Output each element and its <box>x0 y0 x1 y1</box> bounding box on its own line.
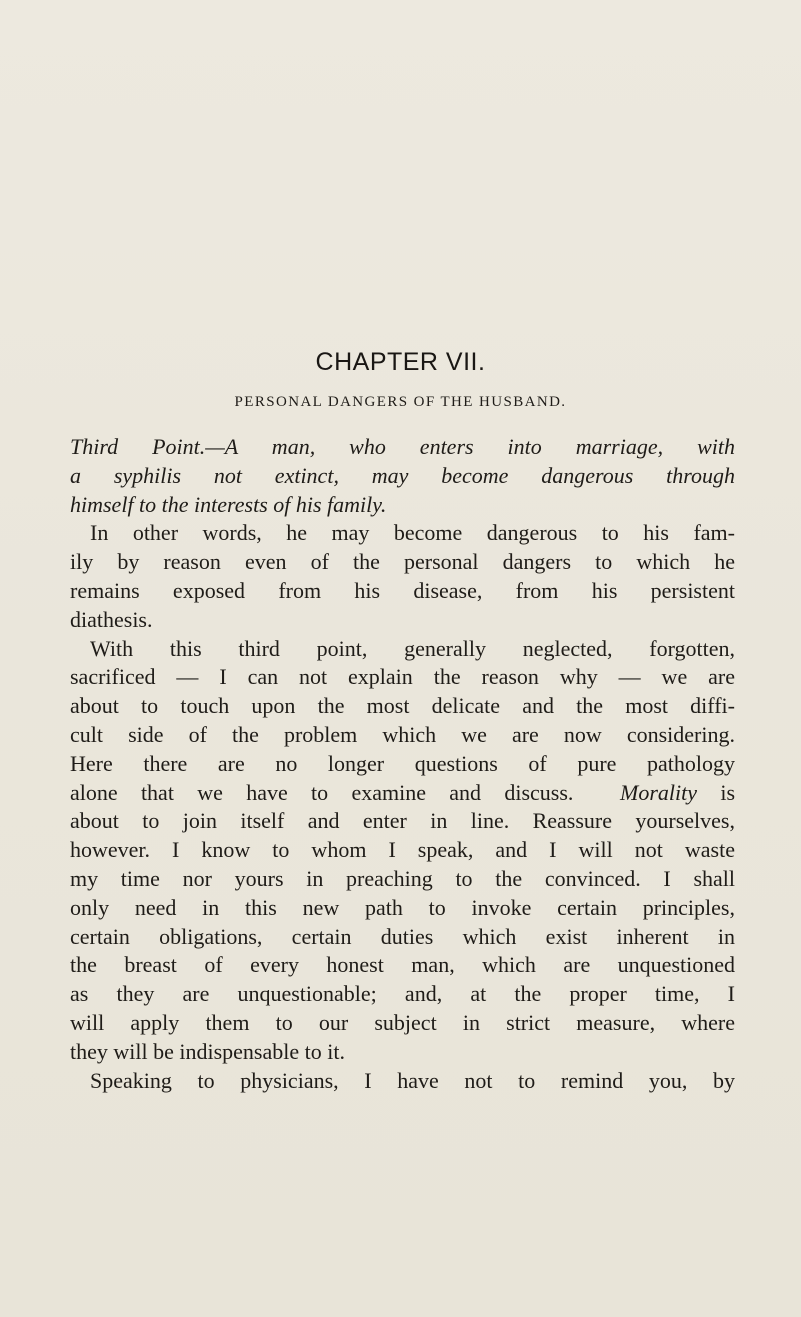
paragraph-3-line: about to join itself and enter in line. Reassure yourselves, <box>70 808 735 834</box>
paragraph-3-line: will apply them to our subject in strict measure, where <box>70 1009 735 1035</box>
paragraph-2-line: remains exposed from his disease, from his persistent <box>70 577 735 603</box>
paragraph-3-line: Here there are no longer questions of pure pathology <box>70 750 735 776</box>
paragraph-3-line: however. I know to whom I speak, and I will not waste <box>70 837 735 863</box>
paragraph-3-line: only need in this new path to invoke certain principles, <box>70 894 735 920</box>
paragraph-3-line: sacrificed — I can not explain the reason why — we are <box>70 664 735 690</box>
paragraph-3-line: With this third point, generally neglected, forgotten, <box>90 635 735 661</box>
paragraph-3-line-with-italic <box>70 779 735 808</box>
section-title: PERSONAL DANGERS OF THE HUSBAND. <box>234 394 567 410</box>
paragraph-1-line: Third Point.—A man, who enters into marriage, with <box>70 434 735 459</box>
paragraph-2-line: diathesis. <box>70 606 153 632</box>
italic-word-morality: Morality <box>620 779 698 805</box>
paragraph-2-line: ily by reason even of the personal dangers to which he <box>70 549 735 575</box>
paragraph-3-line-tail: is <box>720 779 736 805</box>
body-text <box>70 433 735 1095</box>
paragraph-3-line: the breast of every honest man, which are unquestioned <box>70 952 735 978</box>
paragraph-3-line-head: alone that we have to examine and discuss. <box>70 779 574 805</box>
paragraph-3-line: they will be indispensable to it. <box>70 1038 345 1064</box>
paragraph-3-line: my time nor yours in preaching to the convinced. I shall <box>70 865 735 891</box>
paragraph-4-line: Speaking to physicians, I have not to remind you, by <box>90 1067 735 1093</box>
paragraph-2-line: In other words, he may become dangerous to his fam- <box>90 520 735 546</box>
paragraph-1-line: himself to the interests of his family. <box>70 491 387 517</box>
chapter-title: CHAPTER VII. <box>315 348 486 376</box>
paragraph-3-line: certain obligations, certain duties which exist inherent in <box>70 923 735 949</box>
paragraph-3-line: cult side of the problem which we are now considering. <box>70 721 735 747</box>
paragraph-3-line: about to touch upon the most delicate and the most diffi- <box>70 693 735 719</box>
paragraph-1-line: a syphilis not extinct, may become dangerous through <box>70 462 735 488</box>
paragraph-3-line: as they are unquestionable; and, at the proper time, I <box>70 981 735 1007</box>
